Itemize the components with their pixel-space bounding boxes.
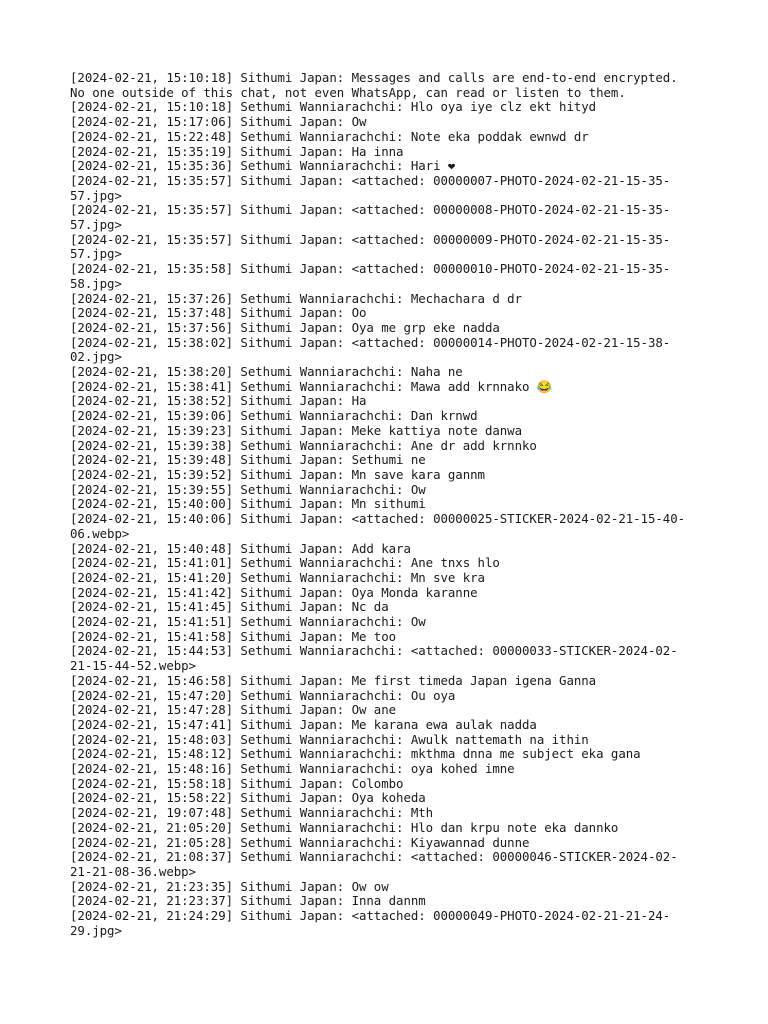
transcript-line: [2024-02-21, 15:39:48] Sithumi Japan: Sethumi ne	[70, 452, 426, 468]
transcript-line: [2024-02-21, 15:35:57] Sithumi Japan: <attached: 00000007-PHOTO-2024-02-21-15-35-	[70, 172, 671, 188]
transcript-line: [2024-02-21, 15:58:18] Sithumi Japan: Colombo	[70, 775, 404, 791]
transcript-line: [2024-02-21, 15:39:23] Sithumi Japan: Meke kattiya note danwa	[70, 422, 522, 438]
transcript-line: [2024-02-21, 15:41:42] Sithumi Japan: Oya Monda karanne	[70, 584, 478, 600]
transcript-line: [2024-02-21, 15:17:06] Sithumi Japan: Ow	[70, 114, 367, 130]
transcript-line: [2024-02-21, 21:05:20] Sethumi Wanniarachchi: Hlo dan krpu note eka dannko	[70, 819, 619, 835]
transcript-line: [2024-02-21, 19:07:48] Sethumi Wanniarachchi: Mth	[70, 805, 434, 821]
transcript-line: 21-21-08-36.webp>	[70, 863, 196, 879]
transcript-line: [2024-02-21, 15:41:51] Sethumi Wanniarachchi: Ow	[70, 614, 426, 630]
transcript-line: [2024-02-21, 15:48:12] Sethumi Wanniarachchi: mkthma dnna me subject eka gana	[70, 746, 641, 762]
transcript-line: 06.webp>	[70, 525, 130, 541]
transcript-line: 21-15-44-52.webp>	[70, 658, 196, 674]
transcript-line: [2024-02-21, 15:39:55] Sethumi Wanniarachchi: Ow	[70, 481, 426, 497]
transcript-line: [2024-02-21, 15:35:57] Sithumi Japan: <attached: 00000009-PHOTO-2024-02-21-15-35-	[70, 231, 671, 247]
transcript-line: [2024-02-21, 15:39:52] Sithumi Japan: Mn save kara gannm	[70, 466, 485, 482]
transcript-line: 57.jpg>	[70, 246, 122, 262]
transcript-line: [2024-02-21, 15:41:45] Sithumi Japan: Nc da	[70, 599, 389, 615]
transcript-line: [2024-02-21, 15:35:19] Sithumi Japan: Ha inna	[70, 143, 404, 159]
transcript-line: 57.jpg>	[70, 217, 122, 233]
transcript-line: [2024-02-21, 15:35:57] Sithumi Japan: <attached: 00000008-PHOTO-2024-02-21-15-35-	[70, 202, 671, 218]
transcript-line: [2024-02-21, 15:38:02] Sithumi Japan: <attached: 00000014-PHOTO-2024-02-21-15-38-	[70, 334, 671, 350]
transcript-line: [2024-02-21, 15:44:53] Sethumi Wanniarachchi: <attached: 00000033-STICKER-2024-02-	[70, 643, 678, 659]
transcript-line: 29.jpg>	[70, 922, 122, 938]
transcript-line: [2024-02-21, 15:41:01] Sethumi Wanniarachchi: Ane tnxs hlo	[70, 555, 500, 571]
transcript-line: [2024-02-21, 15:22:48] Sethumi Wanniarachchi: Note eka poddak ewnwd dr	[70, 128, 589, 144]
transcript-line: [2024-02-21, 15:48:16] Sethumi Wanniarachchi: oya kohed imne	[70, 761, 515, 777]
transcript-line: [2024-02-21, 15:37:56] Sithumi Japan: Oya me grp eke nadda	[70, 319, 500, 335]
transcript-line: [2024-02-21, 15:40:48] Sithumi Japan: Add kara	[70, 540, 411, 556]
transcript-line: [2024-02-21, 21:23:35] Sithumi Japan: Ow ow	[70, 878, 389, 894]
transcript-line: [2024-02-21, 15:48:03] Sethumi Wanniarachchi: Awulk nattemath na ithin	[70, 731, 589, 747]
transcript-line: [2024-02-21, 21:23:37] Sithumi Japan: Inna dannm	[70, 893, 426, 909]
chat-transcript	[70, 71, 710, 938]
transcript-line: [2024-02-21, 15:35:58] Sithumi Japan: <attached: 00000010-PHOTO-2024-02-21-15-35-	[70, 261, 671, 277]
transcript-line: [2024-02-21, 15:37:26] Sethumi Wanniarachchi: Mechachara d dr	[70, 290, 522, 306]
transcript-line: 58.jpg>	[70, 275, 122, 291]
transcript-line: [2024-02-21, 15:38:41] Sethumi Wanniarachchi: Mawa add krnnako 😂	[70, 378, 553, 394]
transcript-line: [2024-02-21, 15:41:20] Sethumi Wanniarachchi: Mn sve kra	[70, 569, 485, 585]
transcript-line: [2024-02-21, 15:46:58] Sithumi Japan: Me first timeda Japan igena Ganna	[70, 672, 597, 688]
transcript-line: [2024-02-21, 15:40:06] Sithumi Japan: <attached: 00000025-STICKER-2024-02-21-15-40-	[70, 511, 686, 527]
transcript-line: [2024-02-21, 15:10:18] Sethumi Wanniarachchi: Hlo oya iye clz ekt hityd	[70, 99, 597, 115]
transcript-line: [2024-02-21, 15:10:18] Sithumi Japan: Messages and calls are end-to-end encrypted.	[70, 70, 678, 85]
transcript-line: [2024-02-21, 15:39:06] Sethumi Wanniarachchi: Dan krnwd	[70, 408, 478, 424]
transcript-line: [2024-02-21, 15:39:38] Sethumi Wanniarachchi: Ane dr add krnnko	[70, 437, 537, 453]
transcript-line: [2024-02-21, 15:58:22] Sithumi Japan: Oya koheda	[70, 790, 426, 806]
transcript-line: [2024-02-21, 15:38:52] Sithumi Japan: Ha	[70, 393, 367, 409]
transcript-line: [2024-02-21, 15:37:48] Sithumi Japan: Oo	[70, 305, 367, 321]
transcript-line: [2024-02-21, 21:08:37] Sethumi Wanniarachchi: <attached: 00000046-STICKER-2024-02-	[70, 849, 678, 865]
transcript-line: [2024-02-21, 15:47:28] Sithumi Japan: Ow ane	[70, 702, 397, 718]
transcript-line: 57.jpg>	[70, 187, 122, 203]
transcript-line: [2024-02-21, 21:05:28] Sethumi Wanniarachchi: Kiyawannad dunne	[70, 834, 530, 850]
transcript-line: [2024-02-21, 15:47:20] Sethumi Wanniarachchi: Ou oya	[70, 687, 456, 703]
transcript-line: [2024-02-21, 15:47:41] Sithumi Japan: Me karana ewa aulak nadda	[70, 716, 537, 732]
transcript-line: No one outside of this chat, not even WhatsApp, can read or listen to them.	[70, 84, 626, 100]
transcript-line: [2024-02-21, 15:35:36] Sethumi Wanniarachchi: Hari ❤	[70, 158, 456, 174]
transcript-line: [2024-02-21, 15:38:20] Sethumi Wanniarachchi: Naha ne	[70, 364, 463, 380]
transcript-line: [2024-02-21, 15:41:58] Sithumi Japan: Me too	[70, 628, 397, 644]
transcript-line: [2024-02-21, 21:24:29] Sithumi Japan: <attached: 00000049-PHOTO-2024-02-21-21-24-	[70, 908, 671, 924]
transcript-line: [2024-02-21, 15:40:00] Sithumi Japan: Mn sithumi	[70, 496, 426, 512]
transcript-line: 02.jpg>	[70, 349, 122, 365]
